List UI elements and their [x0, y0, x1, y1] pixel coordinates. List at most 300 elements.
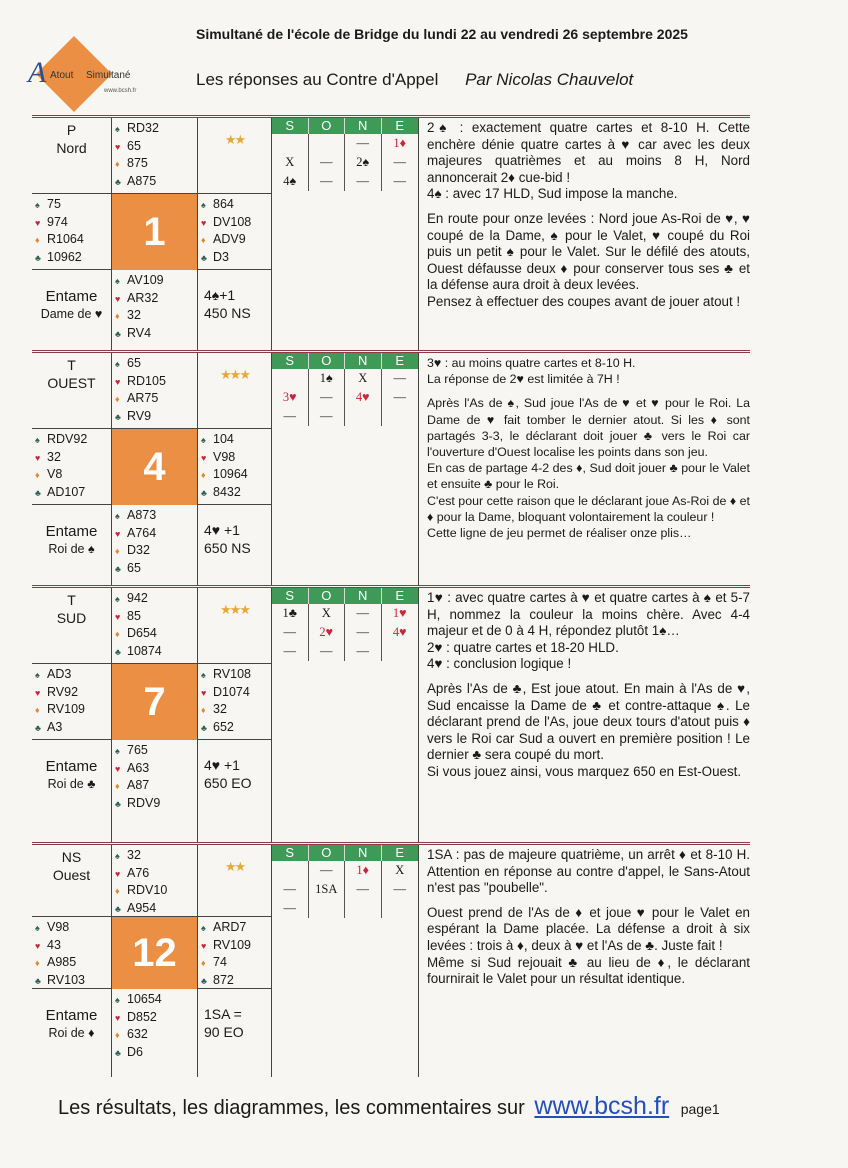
heart-icon: ♥: [35, 940, 41, 951]
spade-icon: ♠: [201, 670, 206, 680]
bid-cell: [272, 861, 309, 880]
lead-card: Roi de ♣: [47, 777, 96, 791]
west-club-cards: A3: [47, 719, 63, 734]
bidding-table: [272, 118, 419, 350]
west-heart-line: [35, 684, 111, 702]
east-club-line: [201, 484, 271, 502]
west-club-cards: RV103: [47, 972, 85, 987]
bid-cell: —: [345, 880, 382, 899]
heart-icon: ♥: [35, 217, 41, 228]
west-club-line: [35, 972, 111, 990]
north-heart-cards: 85: [127, 608, 141, 623]
west-spade-line: [35, 196, 111, 214]
contract-result: [198, 989, 272, 1077]
north-heart-line: [115, 373, 197, 391]
west-diamond-cards: V8: [47, 467, 63, 481]
south-spade-line: [115, 272, 197, 290]
north-diamond-cards: D654: [127, 626, 157, 640]
north-spade-cards: RD32: [127, 121, 159, 135]
footer-text: Les résultats, les diagrammes, les commentaires sur: [58, 1097, 525, 1119]
west-club-line: [35, 484, 111, 502]
bid-cell: —: [345, 172, 382, 191]
commentary-paragraph: Ouest prend de l'As de ♦ et joue ♥ pour le Valet en espérant la Dame placée. La défense a droit à six levées : trois à ♦, deux à ♥ et l'As de ♣. Juste fait !: [427, 904, 750, 953]
lead-card: Roi de ♠: [48, 542, 95, 556]
club-icon: ♣: [115, 798, 121, 809]
atout-simultane-logo: [26, 34, 186, 112]
contract: 1SA =: [204, 1006, 242, 1022]
contract-result: [198, 270, 272, 350]
east-club-cards: D3: [213, 249, 229, 264]
bid-cell: —: [309, 407, 346, 426]
club-icon: ♣: [115, 1047, 121, 1058]
east-heart-line: [201, 214, 271, 232]
west-hand: [32, 429, 112, 505]
commentary-paragraph: 4♠ : avec 17 HLD, Sud impose la manche.: [427, 186, 678, 202]
bid-cell: [309, 899, 346, 918]
bid-cell: 2♥: [309, 623, 346, 642]
spade-icon: ♠: [115, 359, 120, 369]
heart-icon: ♥: [201, 452, 207, 463]
commentary: [419, 845, 750, 1077]
north-club-line: [115, 643, 197, 661]
commentary-paragraph: Cette ligne de jeu permet de réaliser onze plis…: [427, 526, 692, 541]
bidding-header-cell: O: [309, 588, 346, 604]
bid-cell: —: [345, 623, 382, 642]
club-icon: ♣: [115, 411, 121, 422]
contract: 4♥ +1: [204, 522, 240, 538]
score: 90 EO: [204, 1024, 244, 1040]
east-hand: [198, 917, 272, 989]
heart-icon: ♥: [115, 611, 121, 622]
west-spade-line: [35, 431, 111, 449]
dealer-label: P: [66, 122, 77, 138]
south-diamond-cards: 632: [127, 1027, 148, 1041]
bidding-header-cell: N: [345, 118, 382, 134]
lead-card: Dame de ♥: [40, 307, 103, 321]
west-heart-line: [35, 449, 111, 467]
south-spade-cards: 765: [127, 743, 148, 757]
spade-icon: ♠: [201, 200, 206, 210]
bidding-row: [272, 623, 418, 642]
commentary-paragraph: Après l'As de ♣, Est joue atout. En main à l'As de ♥, Sud encaisse la Dame de ♣ et contre-attaque ♠. Le déclarant prend de l'As, joue deux tours d'atout puis ♦ vers le Roi car Sud a ouvert en première position ! Le dernier ♣ sera coupé du mort.: [427, 680, 750, 763]
west-diamond-line: [35, 954, 111, 972]
east-spade-cards: ARD7: [213, 920, 247, 934]
north-diamond-line: [115, 625, 197, 643]
west-club-cards: 10962: [47, 249, 82, 264]
heart-icon: ♥: [115, 376, 121, 387]
difficulty-stars: ★★★: [198, 588, 272, 664]
heart-icon: ♥: [201, 940, 207, 951]
north-spade-line: [115, 590, 197, 608]
south-spade-line: [115, 507, 197, 525]
west-hand: [32, 194, 112, 270]
bidding-header-cell: E: [395, 845, 405, 860]
club-icon: ♣: [35, 487, 41, 498]
east-hand: [198, 194, 272, 270]
south-club-line: [115, 795, 197, 813]
club-icon: ♣: [115, 646, 121, 657]
diamond-icon: ♦: [115, 311, 120, 321]
page-title: Simultané de l'école de Bridge du lundi 22 au vendredi 26 septembre 2025: [196, 26, 688, 42]
dealer-position: Ouest: [52, 867, 91, 883]
bid-cell: —: [393, 371, 406, 385]
heart-icon: ♥: [115, 293, 121, 304]
deal-number-box: [112, 194, 198, 270]
bidding-row: [272, 642, 418, 661]
bidding-header-cell: O: [309, 118, 346, 134]
south-club-cards: RV4: [127, 325, 152, 340]
east-heart-cards: DV108: [213, 214, 252, 229]
east-heart-cards: V98: [213, 449, 236, 464]
score: 450 NS: [204, 305, 251, 321]
bidding-header-cell: N: [345, 845, 382, 861]
bid-cell: [272, 369, 309, 388]
opening-lead: [32, 989, 112, 1077]
diamond-icon: ♦: [115, 781, 120, 791]
east-spade-cards: RV108: [213, 667, 251, 681]
west-heart-cards: 974: [47, 214, 68, 229]
west-spade-line: [35, 666, 111, 684]
page-subtitle: [196, 70, 633, 90]
bid-cell: 1♣: [272, 604, 309, 623]
dealer-position: OUEST: [47, 375, 96, 391]
bid-cell: 3♥: [272, 388, 309, 407]
deal-grid: [32, 118, 750, 347]
bidding-row: [272, 880, 418, 899]
west-club-line: [35, 249, 111, 267]
commentary: [419, 353, 750, 585]
heart-icon: ♥: [115, 141, 121, 152]
bid-cell: —: [345, 134, 382, 153]
lead-label: Entame: [45, 288, 98, 305]
bidding-row: [272, 388, 418, 407]
bid-cell: —: [309, 642, 346, 661]
east-heart-cards: D1074: [213, 684, 250, 699]
south-diamond-cards: A87: [127, 778, 150, 792]
bid-cell: [345, 407, 382, 426]
bid-cell: [272, 134, 309, 153]
south-spade-line: [115, 742, 197, 760]
lead-label: Entame: [45, 758, 98, 775]
footer: [58, 1092, 720, 1121]
diamond-icon: ♦: [201, 958, 206, 968]
bid-cell: X: [395, 863, 405, 877]
footer-link[interactable]: www.bcsh.fr: [534, 1092, 670, 1120]
bid-cell: —: [272, 880, 309, 899]
west-club-cards: AD107: [47, 484, 86, 499]
east-heart-line: [201, 449, 271, 467]
club-icon: ♣: [115, 328, 121, 339]
commentary-paragraph: Si vous jouez ainsi, vous marquez 650 en Est-Ouest.: [427, 763, 742, 779]
bid-cell: 1♥: [392, 606, 407, 620]
bidding-table: [272, 353, 419, 585]
deal-number-box: [112, 664, 198, 740]
south-spade-cards: AV109: [127, 273, 164, 287]
north-club-line: [115, 900, 197, 918]
club-icon: ♣: [35, 975, 41, 986]
south-heart-cards: A63: [127, 760, 150, 775]
bidding-header-cell: E: [395, 588, 405, 603]
east-heart-line: [201, 684, 271, 702]
dealer-position: SUD: [56, 610, 87, 626]
south-heart-line: [115, 760, 197, 778]
bidding-header-cell: S: [272, 118, 309, 134]
north-diamond-cards: 875: [127, 156, 148, 170]
deal-grid: [32, 588, 750, 839]
spade-icon: ♠: [201, 923, 206, 933]
north-heart-cards: RD105: [127, 373, 166, 388]
diamond-icon: ♦: [35, 705, 40, 715]
bidding-header-cell: E: [395, 118, 405, 133]
lead-label: Entame: [45, 523, 98, 540]
north-club-cards: 10874: [127, 643, 162, 658]
east-diamond-line: [201, 701, 271, 719]
logo-text-atout: Atout: [50, 70, 74, 81]
heart-icon: ♥: [115, 763, 121, 774]
north-diamond-cards: AR75: [127, 391, 159, 405]
west-heart-cards: 43: [47, 937, 61, 952]
south-hand: [112, 505, 198, 585]
lead-card: Roi de ♦: [48, 1026, 95, 1040]
south-heart-line: [115, 1009, 197, 1027]
commentary-paragraph: 1♥ : avec quatre cartes à ♥ et quatre cartes à ♠ et 5-7 H, nommez la couleur la moins chère. Avec 4-4 majeur et de 0 à 4 H, répondez plutôt 1♠…: [427, 590, 750, 639]
deal-block: [32, 115, 750, 347]
diamond-icon: ♦: [115, 629, 120, 639]
difficulty-stars: ★★: [198, 118, 272, 194]
bid-cell: 1SA: [309, 880, 346, 899]
bid-cell: [345, 899, 382, 918]
bid-cell: —: [393, 155, 406, 169]
bidding-row: [272, 134, 418, 153]
east-spade-line: [201, 431, 271, 449]
spade-icon: ♠: [35, 200, 40, 210]
bid-cell: —: [393, 390, 406, 404]
west-diamond-cards: A985: [47, 955, 77, 969]
deal-block: [32, 585, 750, 839]
north-diamond-line: [115, 882, 197, 900]
south-heart-line: [115, 525, 197, 543]
south-spade-cards: 10654: [127, 992, 162, 1006]
south-diamond-cards: D32: [127, 543, 150, 557]
commentary-paragraph: 1SA : pas de majeure quatrième, un arrêt ♦ et 8-10 H. Attention en réponse au contre d'appel, le Sans-Atout n'est pas "poubelle".: [427, 847, 750, 896]
commentary-paragraph: En cas de partage 4-2 des ♦, Sud doit jouer ♣ pour le Valet et ensuite ♣ pour le Roi.: [427, 461, 750, 492]
north-spade-cards: 942: [127, 591, 148, 605]
bidding-row: [272, 604, 418, 623]
bidding-header-cell: N: [345, 353, 382, 369]
bid-cell: —: [309, 153, 346, 172]
commentary-paragraph: La réponse de 2♥ est limitée à 7H !: [427, 372, 620, 387]
bid-cell: [382, 642, 419, 661]
south-heart-cards: A764: [127, 525, 157, 540]
south-club-line: [115, 560, 197, 578]
south-club-line: [115, 325, 197, 343]
club-icon: ♣: [201, 975, 207, 986]
north-spade-line: [115, 847, 197, 865]
heart-icon: ♥: [115, 1012, 121, 1023]
north-hand: [112, 353, 198, 429]
south-club-cards: 65: [127, 560, 141, 575]
west-diamond-cards: RV109: [47, 702, 85, 716]
contract-result: [198, 505, 272, 585]
spade-icon: ♠: [35, 670, 40, 680]
south-diamond-line: [115, 542, 197, 560]
dealer-label: T: [67, 592, 76, 608]
bidding-row: [272, 153, 418, 172]
bidding-header: [272, 353, 418, 369]
west-club-line: [35, 719, 111, 737]
east-club-line: [201, 719, 271, 737]
north-hand: [112, 118, 198, 194]
west-diamond-line: [35, 701, 111, 719]
east-diamond-line: [201, 466, 271, 484]
east-diamond-cards: 10964: [213, 467, 248, 481]
west-heart-cards: 32: [47, 449, 61, 464]
west-spade-cards: AD3: [47, 667, 72, 681]
deal-number-box: [112, 917, 198, 989]
east-club-line: [201, 972, 271, 990]
west-spade-cards: 75: [47, 197, 61, 211]
bidding-header-cell: S: [272, 353, 309, 369]
south-club-line: [115, 1044, 197, 1062]
spade-icon: ♠: [115, 511, 120, 521]
deal-number: 4: [112, 429, 197, 505]
bid-cell: 1♦: [345, 861, 382, 880]
diamond-icon: ♦: [35, 235, 40, 245]
commentary-paragraph: Après l'As de ♠, Sud joue l'As de ♥ et ♥ pour le Roi. La Dame de ♥ fait tomber le dernier atout. Si les ♦ sont partagés 3-3, le déclarant doit jouer ♣ vers le Roi car l'ouverture d'Ouest localise les points dans son jeu.: [427, 396, 750, 460]
commentary-paragraph: 4♥ : conclusion logique !: [427, 656, 572, 672]
contract-result: [198, 740, 272, 842]
north-club-cards: RV9: [127, 408, 152, 423]
bid-cell: —: [309, 172, 346, 191]
score: 650 EO: [204, 775, 252, 791]
west-diamond-cards: R1064: [47, 232, 84, 246]
west-diamond-line: [35, 231, 111, 249]
heart-icon: ♥: [115, 528, 121, 539]
south-diamond-line: [115, 307, 197, 325]
bid-cell: 1♠: [309, 369, 346, 388]
bidding-header: [272, 118, 418, 134]
east-hand: [198, 429, 272, 505]
bid-cell: X: [309, 604, 346, 623]
north-club-cards: A875: [127, 173, 157, 188]
diamond-icon: ♦: [115, 1030, 120, 1040]
bid-cell: —: [272, 623, 309, 642]
west-spade-cards: RDV92: [47, 432, 88, 446]
east-hand: [198, 664, 272, 740]
bid-cell: —: [272, 642, 309, 661]
contract: 4♠+1: [204, 287, 236, 303]
dealer-label: T: [67, 357, 76, 373]
spade-icon: ♠: [115, 276, 120, 286]
north-spade-cards: 32: [127, 848, 141, 862]
bidding-header-cell: O: [309, 845, 346, 861]
deal-grid: [32, 845, 750, 1074]
logo-url: www.bcsh.fr: [104, 88, 137, 94]
bidding-header-cell: E: [395, 353, 405, 368]
commentary: [419, 588, 750, 842]
east-diamond-cards: ADV9: [213, 232, 246, 246]
opening-lead: [32, 270, 112, 350]
north-diamond-line: [115, 155, 197, 173]
dealer-label: NS: [61, 849, 82, 865]
north-hand: [112, 588, 198, 664]
bid-cell: 4♥: [392, 625, 407, 639]
heart-icon: ♥: [35, 687, 41, 698]
bid-cell: —: [272, 407, 309, 426]
north-club-line: [115, 408, 197, 426]
north-spade-line: [115, 355, 197, 373]
south-club-cards: RDV9: [127, 795, 161, 810]
south-diamond-line: [115, 777, 197, 795]
club-icon: ♣: [201, 487, 207, 498]
north-heart-cards: 65: [127, 138, 141, 153]
north-heart-line: [115, 138, 197, 156]
east-spade-cards: 104: [213, 432, 234, 446]
commentary-paragraph: C'est pour cette raison que le déclarant joue As-Roi de ♦ et ♦ pour la Dame, bloquant volontairement la couleur !: [427, 493, 750, 524]
spade-icon: ♠: [201, 435, 206, 445]
commentary-paragraph: 3♥ : au moins quatre cartes et 8-10 H.: [427, 356, 636, 370]
bid-cell: 4♥: [345, 388, 382, 407]
south-diamond-cards: 32: [127, 308, 141, 322]
north-diamond-line: [115, 390, 197, 408]
contract: 4♥ +1: [204, 757, 240, 773]
logo-text-simultane: Simultané: [86, 70, 131, 81]
west-hand: [32, 664, 112, 740]
dealer-vulnerability: [32, 353, 112, 429]
deal-block: [32, 350, 750, 582]
diamond-icon: ♦: [201, 235, 206, 245]
bid-cell: [382, 899, 419, 918]
east-club-cards: 652: [213, 719, 234, 734]
west-heart-line: [35, 214, 111, 232]
east-spade-line: [201, 196, 271, 214]
bidding-table: [272, 588, 419, 842]
east-spade-line: [201, 919, 271, 937]
north-heart-line: [115, 865, 197, 883]
bid-cell: —: [345, 642, 382, 661]
logo-letter-a: A: [28, 56, 47, 89]
north-heart-cards: A76: [127, 865, 150, 880]
south-heart-cards: AR32: [127, 290, 159, 305]
spade-icon: ♠: [115, 995, 120, 1005]
east-diamond-line: [201, 231, 271, 249]
south-heart-cards: D852: [127, 1009, 157, 1024]
heart-icon: ♥: [115, 868, 121, 879]
club-icon: ♣: [35, 252, 41, 263]
south-hand: [112, 270, 198, 350]
east-club-line: [201, 249, 271, 267]
east-heart-cards: RV109: [213, 937, 251, 952]
north-club-line: [115, 173, 197, 191]
east-spade-cards: 864: [213, 197, 234, 211]
dealer-vulnerability: [32, 118, 112, 194]
heart-icon: ♥: [201, 217, 207, 228]
east-diamond-cards: 32: [213, 702, 227, 716]
bid-cell: —: [272, 899, 309, 918]
north-heart-line: [115, 608, 197, 626]
south-spade-line: [115, 991, 197, 1009]
north-diamond-cards: RDV10: [127, 883, 168, 897]
south-hand: [112, 989, 198, 1077]
diamond-icon: ♦: [201, 470, 206, 480]
diamond-icon: ♦: [115, 886, 120, 896]
west-hand: [32, 917, 112, 989]
diamond-icon: ♦: [115, 546, 120, 556]
opening-lead: [32, 740, 112, 842]
bidding-header: [272, 845, 418, 861]
spade-icon: ♠: [35, 923, 40, 933]
lead-label: Entame: [45, 1007, 98, 1024]
